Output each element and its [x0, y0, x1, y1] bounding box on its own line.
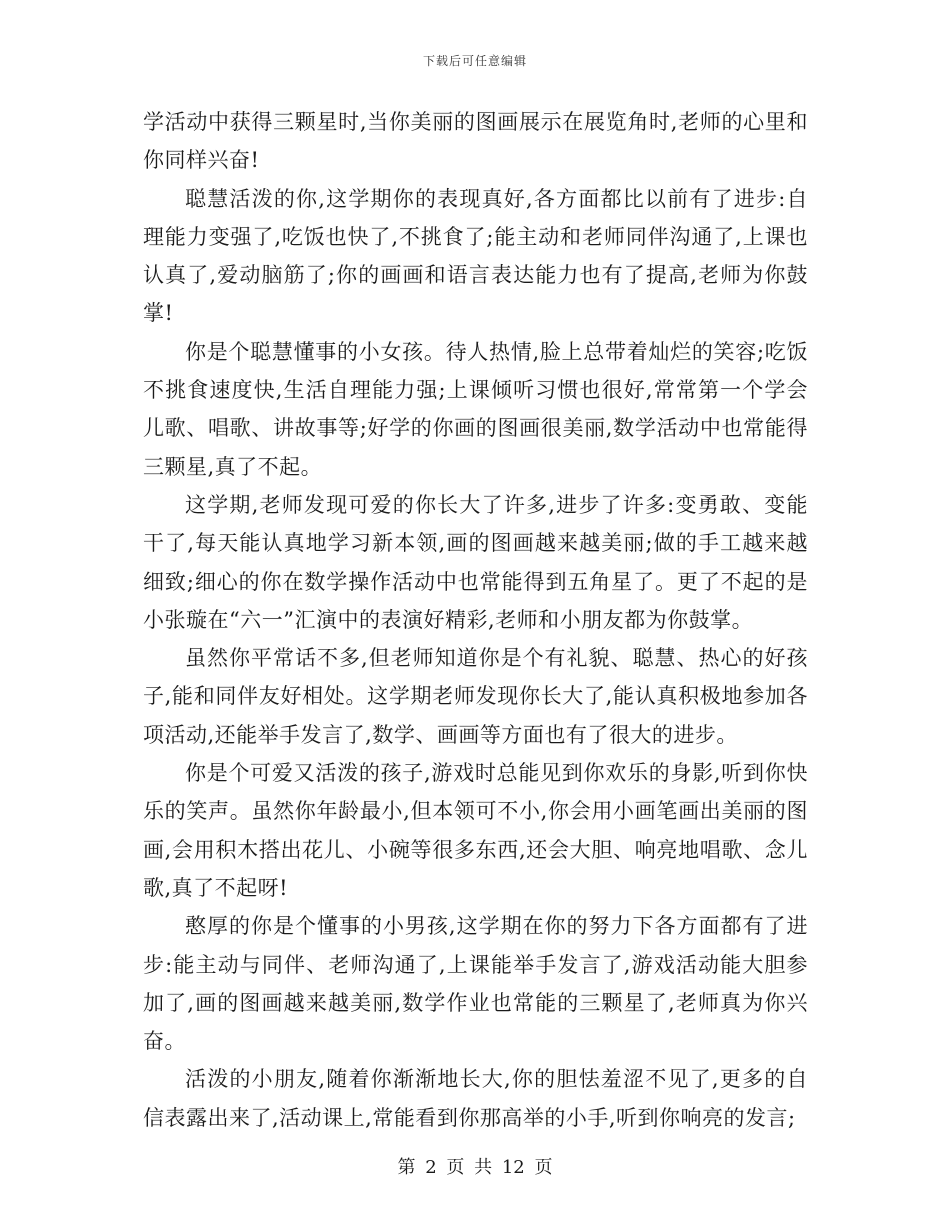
- paragraph-2: 聪慧活泼的你,这学期你的表现真好,各方面都比以前有了进步:自理能力变强了,吃饭也快了,不挑食了;能主动和老师同伴沟通了,上课也认真了,爱动脑筋了;你的画画和语言表达能力也有了提高,老师为你鼓掌!: [143, 186, 808, 326]
- paragraph-7: 憨厚的你是个懂事的小男孩,这学期在你的努力下各方面都有了进步:能主动与同伴、老师沟通了,上课能举手发言了,游戏活动能大胆参加了,画的图画越来越美丽,数学作业也常能的三颗星了,老师真为你兴奋。: [143, 914, 808, 1054]
- document-body: [143, 103, 808, 1137]
- paragraph-5: 虽然你平常话不多,但老师知道你是个有礼貌、聪慧、热心的好孩子,能和同伴友好相处。这学期老师发现你长大了,能认真积极地参加各项活动,还能举手发言了,数学、画画等方面也有了很大的进步。: [143, 646, 808, 747]
- paragraph-4: 这学期,老师发现可爱的你长大了许多,进步了许多:变勇敢、变能干了,每天能认真地学习新本领,画的图画越来越美丽;做的手工越来越细致;细心的你在数学操作活动中也常能得到五角星了。更了不起的是小张璇在“六一”汇演中的表演好精彩,老师和小朋友都为你鼓掌。: [143, 492, 808, 632]
- paragraph-1: 学活动中获得三颗星时,当你美丽的图画展示在展览角时,老师的心里和你同样兴奋!: [143, 110, 808, 173]
- page-header: 下载后可任意编辑: [422, 54, 527, 68]
- paragraph-3: 你是个聪慧懂事的小女孩。待人热情,脸上总带着灿烂的笑容;吃饭不挑食速度快,生活自理能力强;上课倾听习惯也很好,常常第一个学会儿歌、唱歌、讲故事等;好学的你画的图画很美丽,数学活动中也常能得三颗星,真了不起。: [143, 339, 808, 479]
- paragraph-8: 活泼的小朋友,随着你渐渐地长大,你的胆怯羞涩不见了,更多的自信表露出来了,活动课上,常能看到你那高举的小手,听到你响亮的发言;: [143, 1067, 808, 1130]
- page-footer: 第 2 页 共 12 页: [397, 1157, 553, 1178]
- paragraph-6: 你是个可爱又活泼的孩子,游戏时总能见到你欢乐的身影,听到你快乐的笑声。虽然你年龄最小,但本领可不小,你会用小画笔画出美丽的图画,会用积木搭出花儿、小碗等很多东西,还会大胆、响亮地唱歌、念儿歌,真了不起呀!: [143, 761, 808, 900]
